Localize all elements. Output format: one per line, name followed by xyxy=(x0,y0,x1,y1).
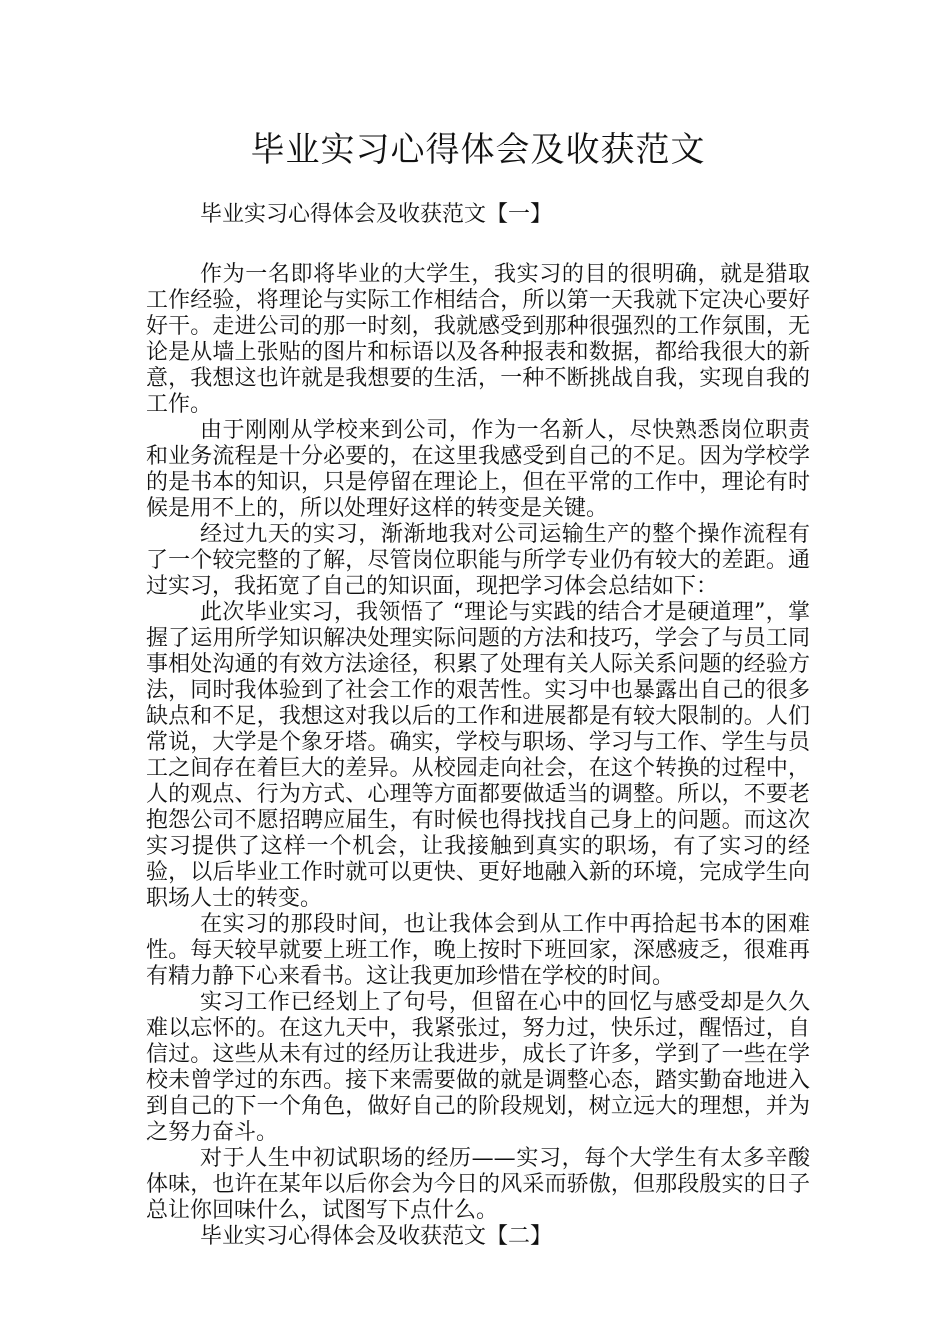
paragraph: 由于刚刚从学校来到公司，作为一名新人，尽快熟悉岗位职责和业务流程是十分必要的，在这里我感受到自己的不足。因为学校学的是书本的知识，只是停留在理论上，但在平常的工作中，理论有时候是用不上的，所以处理好这样的转变是关键。 xyxy=(146,418,810,521)
paragraph: 对于人生中初试职场的经历——实习，每个大学生有太多辛酸体味，也许在某年以后你会为今日的风采而骄傲，但那段殷实的日子总让你回味什么，试图写下点什么。 xyxy=(146,1146,810,1223)
paragraph: 此次毕业实习，我领悟了 “理论与实践的结合才是硬道理”，掌握了运用所学知识解决处理实际问题的方法和技巧，学会了与员工同事相处沟通的有效方法途径，积累了处理有关人际关系问题的经验方法，同时我体验到了社会工作的艰苦性。实习中也暴露出自己的很多缺点和不足，我想这对我以后的工作和进展都是有较大限制的。人们常说，大学是个象牙塔。确实，学校与职场、学习与工作、学生与员工之间存在着巨大的差异。从校园走向社会，在这个转换的过程中，人的观点、行为方式、心理等方面都要做适当的调整。所以，不要老抱怨公司不愿招聘应届生，有时候也得找找自己身上的问题。而这次实习提供了这样一个机会，让我接触到真实的职场，有了实习的经验，以后毕业工作时就可以更快、更好地融入新的环境，完成学生向职场人士的转变。 xyxy=(146,600,810,911)
paragraph: 经过九天的实习，渐渐地我对公司运输生产的整个操作流程有了一个较完整的了解，尽管岗位职能与所学专业仍有较大的差距。通过实习，我拓宽了自己的知识面，现把学习体会总结如下： xyxy=(146,522,810,599)
section-heading-2: 毕业实习心得体会及收获范文【二】 xyxy=(200,1224,553,1249)
document-page xyxy=(146,120,810,1250)
paragraph: 作为一名即将毕业的大学生，我实习的目的很明确，就是猎取工作经验，将理论与实际工作相结合，所以第一天我就下定决心要好好干。走进公司的那一时刻，我就感受到那种很强烈的工作氛围，无论是从墙上张贴的图片和标语以及各种报表和数据，都给我很大的新意，我想这也许就是我想要的生活，一种不断挑战自我，实现自我的工作。 xyxy=(146,262,810,417)
section-heading-1: 毕业实习心得体会及收获范文【一】 xyxy=(200,202,553,227)
paragraph: 实习工作已经划上了句号，但留在心中的回忆与感受却是久久难以忘怀的。在这九天中，我紧张过，努力过，快乐过，醒悟过，自信过。这些从未有过的经历让我进步，成长了许多，学到了一些在学校未曾学过的东西。接下来需要做的就是调整心态，踏实勤奋地进入到自己的下一个角色，做好自己的阶段规划，树立远大的理想，并为之努力奋斗。 xyxy=(146,990,810,1145)
document-title: 毕业实习心得体会及收获范文 xyxy=(250,130,706,170)
paragraph: 在实习的那段时间，也让我体会到从工作中再拾起书本的困难性。每天较早就要上班工作，晚上按时下班回家，深感疲乏，很难再有精力静下心来看书。这让我更加珍惜在学校的时间。 xyxy=(146,912,810,989)
